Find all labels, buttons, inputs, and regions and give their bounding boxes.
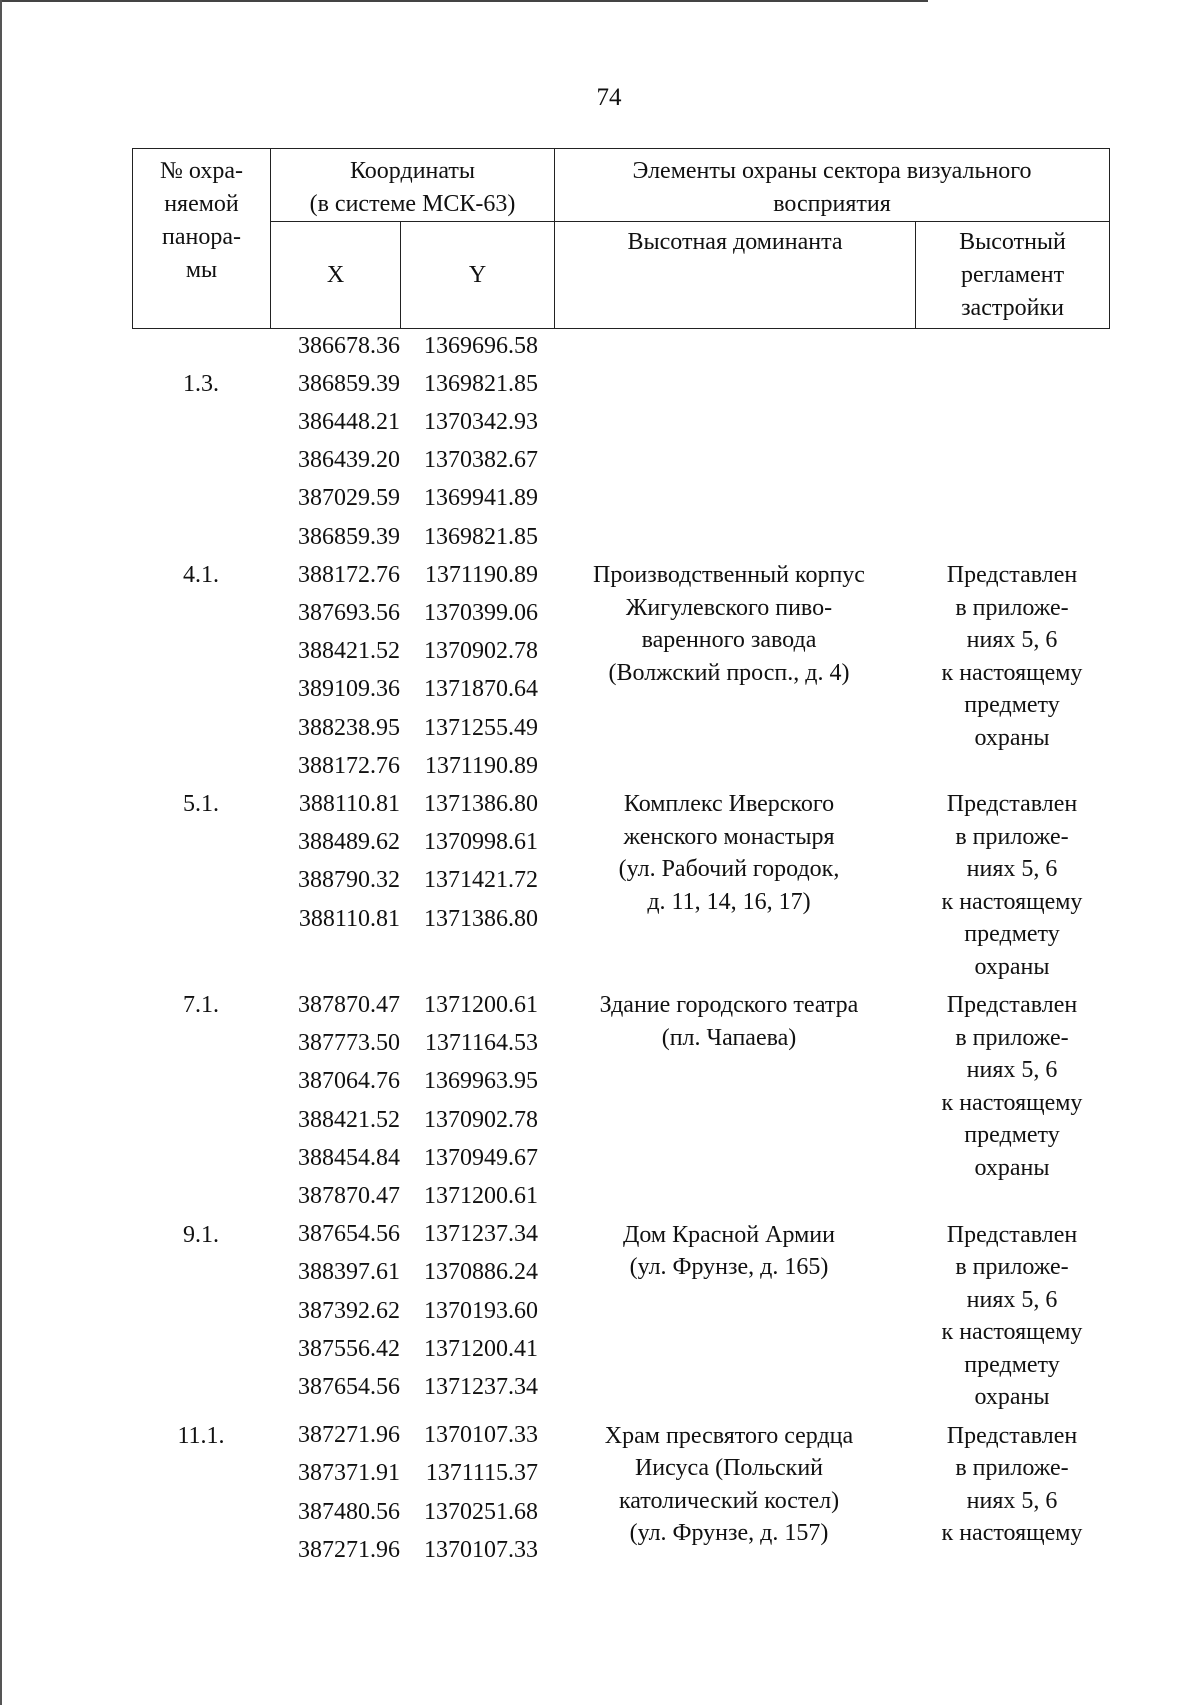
panorama-number: 4.1. xyxy=(183,562,219,589)
height-regulation: Представлен в приложе- ниях 5, 6 к настоящему предмету охраны xyxy=(941,562,1083,751)
height-dominant: Комплекс Иверского женского монастыря (ул. Рабочий городок, д. 11, 14, 16, 17) xyxy=(618,791,840,915)
coord-y: 1371115.37 xyxy=(425,1460,538,1487)
coord-y: 1371386.80 xyxy=(424,790,538,817)
height-dominant: Здание городского театра (пл. Чапаева) xyxy=(599,992,859,1051)
coord-y: 1369696.58 xyxy=(424,332,538,359)
height-regulation: Представлен в приложе- ниях 5, 6 к настоящему xyxy=(941,1422,1083,1547)
panorama-number: 11.1. xyxy=(177,1422,225,1449)
coord-y: 1370251.68 xyxy=(424,1498,538,1525)
header-panorama-number: № охра- няемой панора- мы xyxy=(133,149,271,329)
coordinate-row xyxy=(270,365,690,403)
panorama-number: 5.1. xyxy=(183,791,219,818)
coord-y: 1371164.53 xyxy=(424,1030,538,1057)
coord-x: 386859.39 xyxy=(298,523,400,550)
coord-x: 387773.50 xyxy=(298,1030,400,1057)
coordinate-row xyxy=(270,442,690,480)
coord-x: 387654.56 xyxy=(298,1221,400,1248)
coord-x: 388454.84 xyxy=(298,1144,400,1171)
coord-y: 1371200.61 xyxy=(424,991,538,1018)
coord-y: 1371200.61 xyxy=(424,1182,538,1209)
coord-x: 386448.21 xyxy=(298,408,400,435)
coord-x: 387870.47 xyxy=(298,991,400,1018)
coord-x: 387556.42 xyxy=(298,1335,400,1362)
coord-x: 388110.81 xyxy=(298,790,400,817)
coord-x: 388238.95 xyxy=(298,714,400,741)
page-number: 74 xyxy=(596,84,622,111)
height-dominant: Храм пресвятого сердца Иисуса (Польский католический костел) (ул. Фрунзе, д. 157) xyxy=(604,1422,854,1547)
coord-x: 388489.62 xyxy=(298,829,400,856)
coord-y: 1371237.34 xyxy=(424,1221,538,1248)
panorama-block xyxy=(132,327,1109,556)
coordinate-row xyxy=(270,1177,690,1215)
header-protection-elements: Элементы охраны сектора визуального восприятия xyxy=(555,149,1110,222)
coord-y: 1370399.06 xyxy=(424,599,538,626)
coord-y: 1371870.64 xyxy=(424,676,538,703)
scan-top-border xyxy=(0,0,928,2)
coord-y: 1371200.41 xyxy=(424,1335,538,1362)
coord-x: 387480.56 xyxy=(298,1498,400,1525)
coord-y: 1371190.89 xyxy=(424,752,538,779)
height-dominant: Дом Красной Армии (ул. Фрунзе, д. 165) xyxy=(623,1221,835,1281)
panorama-number: 9.1. xyxy=(183,1221,219,1248)
coordinate-row xyxy=(270,403,690,441)
coord-x: 387271.96 xyxy=(298,1422,400,1449)
header-y: Y xyxy=(401,222,555,329)
panorama-block xyxy=(132,785,1109,986)
panorama-number: 7.1. xyxy=(183,992,219,1019)
coordinate-row xyxy=(270,747,690,785)
coord-x: 388790.32 xyxy=(298,867,400,894)
coordinate-row xyxy=(270,327,690,365)
coord-y: 1369821.85 xyxy=(424,523,538,550)
coord-x: 388421.52 xyxy=(298,638,400,665)
coord-y: 1369963.95 xyxy=(424,1068,538,1095)
coordinate-row xyxy=(270,518,690,556)
coord-x: 387392.62 xyxy=(298,1297,400,1324)
coord-y: 1369941.89 xyxy=(424,485,538,512)
coord-y: 1370382.67 xyxy=(424,447,538,474)
coord-y: 1370998.61 xyxy=(424,829,538,856)
coord-x: 386678.36 xyxy=(298,332,400,359)
coordinate-row xyxy=(270,1368,690,1406)
coord-y: 1370193.60 xyxy=(424,1297,538,1324)
coord-y: 1370949.67 xyxy=(424,1144,538,1171)
coord-x: 388110.81 xyxy=(298,905,400,932)
header-x: X xyxy=(271,222,401,329)
coord-x: 387371.91 xyxy=(298,1460,400,1487)
coord-x: 388172.76 xyxy=(298,752,400,779)
height-regulation: Представлен в приложе- ниях 5, 6 к настоящему предмету охраны xyxy=(941,1221,1083,1411)
table-body xyxy=(132,327,1109,1569)
height-regulation: Представлен в приложе- ниях 5, 6 к настоящему предмету охраны xyxy=(941,992,1083,1181)
panorama-block xyxy=(132,1417,1109,1570)
coord-y: 1371386.80 xyxy=(424,905,538,932)
coord-x: 388421.52 xyxy=(298,1106,400,1133)
coord-x: 386859.39 xyxy=(298,370,400,397)
coord-x: 387870.47 xyxy=(298,1182,400,1209)
panorama-block xyxy=(132,986,1109,1215)
coord-y: 1371421.72 xyxy=(424,867,538,894)
coordinate-row xyxy=(270,1292,690,1330)
coord-y: 1371255.49 xyxy=(424,714,538,741)
coord-x: 388397.61 xyxy=(298,1259,400,1286)
coord-y: 1370886.24 xyxy=(424,1259,538,1286)
header-height-regulation: Высотный регламент застройки xyxy=(916,222,1110,329)
coord-y: 1369821.85 xyxy=(424,370,538,397)
panorama-block xyxy=(132,1216,1109,1417)
coord-x: 387271.96 xyxy=(298,1536,400,1563)
coord-y: 1370342.93 xyxy=(424,408,538,435)
height-dominant: Производственный корпус Жигулевского пиво- варенного завода (Волжский просп., д. 4) xyxy=(593,562,865,686)
coord-x: 386439.20 xyxy=(298,447,400,474)
coord-x: 387693.56 xyxy=(298,599,400,626)
panorama-number: 1.3. xyxy=(183,371,219,398)
coord-x: 388172.76 xyxy=(298,561,400,588)
coordinate-row xyxy=(270,1330,690,1368)
coord-y: 1370107.33 xyxy=(424,1536,538,1563)
header-height-dominant: Высотная доминанта xyxy=(555,222,916,329)
coordinate-row xyxy=(270,480,690,518)
coordinate-row xyxy=(270,1101,690,1139)
scan-left-border xyxy=(0,0,2,1705)
coord-x: 387654.56 xyxy=(298,1373,400,1400)
height-regulation: Представлен в приложе- ниях 5, 6 к настоящему предмету охраны xyxy=(941,791,1083,980)
table-header xyxy=(132,148,1110,329)
coordinate-row xyxy=(270,1063,690,1101)
coord-x: 387029.59 xyxy=(298,485,400,512)
coordinate-row xyxy=(270,709,690,747)
panorama-block xyxy=(132,556,1109,785)
coord-y: 1370107.33 xyxy=(424,1422,538,1449)
coord-y: 1370902.78 xyxy=(424,1106,538,1133)
header-coordinates: Координаты (в системе МСК-63) xyxy=(271,149,555,222)
coord-y: 1370902.78 xyxy=(424,638,538,665)
coord-x: 389109.36 xyxy=(298,676,400,703)
coordinate-row xyxy=(270,1139,690,1177)
coord-y: 1371190.89 xyxy=(424,561,538,588)
coord-y: 1371237.34 xyxy=(424,1373,538,1400)
coord-x: 387064.76 xyxy=(298,1068,400,1095)
